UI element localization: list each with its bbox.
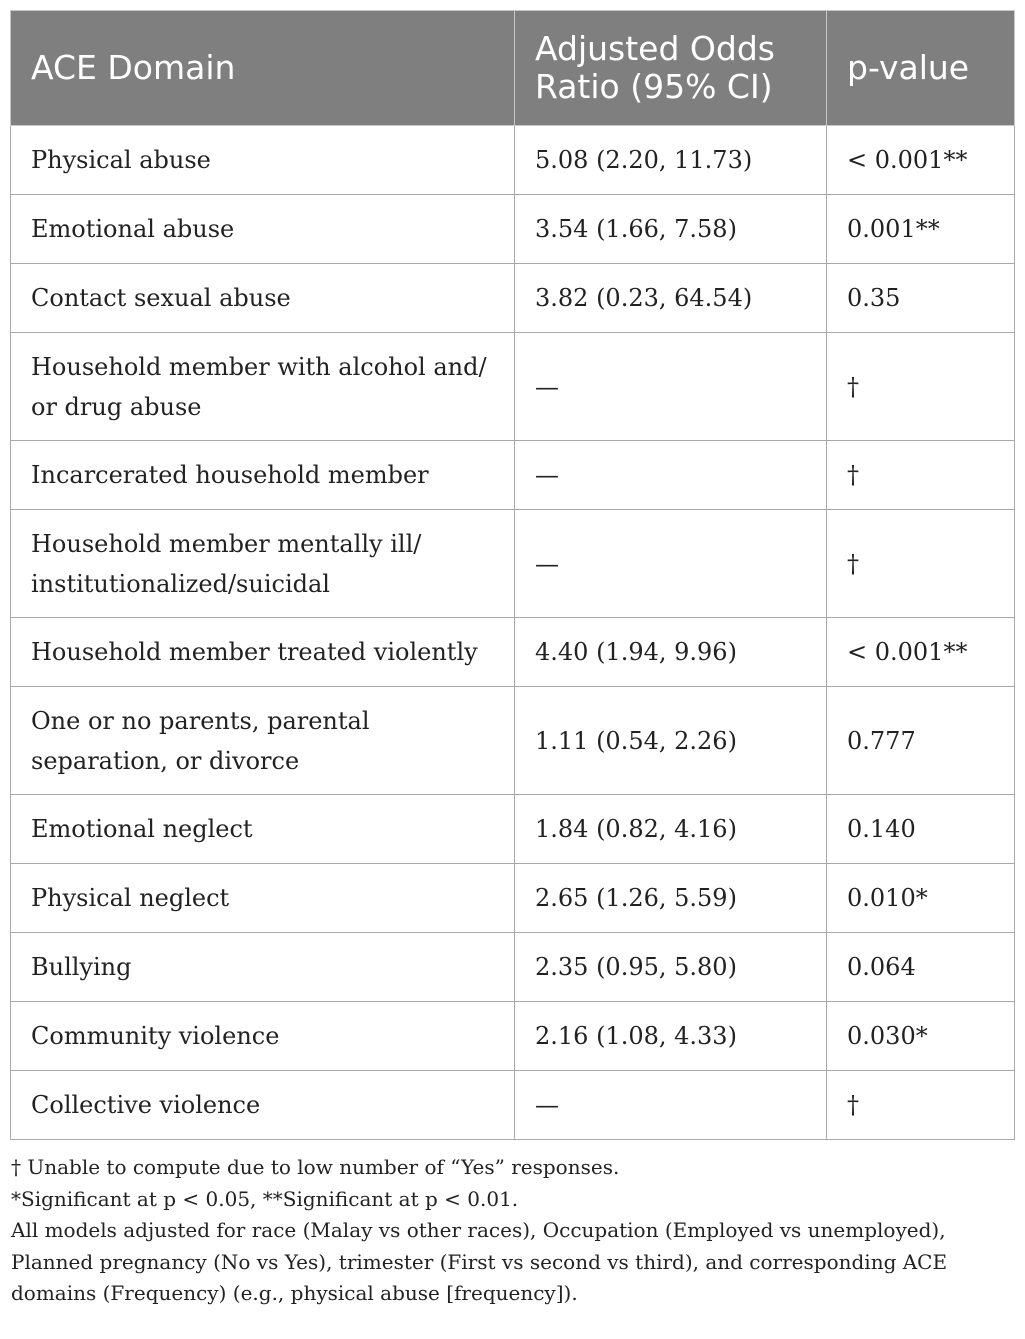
cell-p-value: < 0.001** xyxy=(827,618,1015,687)
cell-p-value: † xyxy=(827,1071,1015,1140)
table-row xyxy=(11,333,1015,441)
results-table-container xyxy=(10,10,1014,1140)
cell-p-value: 0.010* xyxy=(827,864,1015,933)
table-row xyxy=(11,933,1015,1002)
cell-odds-ratio: — xyxy=(515,510,827,618)
table-row xyxy=(11,510,1015,618)
cell-domain: Physical abuse xyxy=(11,126,515,195)
table-row xyxy=(11,1002,1015,1071)
cell-odds-ratio: 2.65 (1.26, 5.59) xyxy=(515,864,827,933)
results-table xyxy=(10,10,1015,1140)
cell-p-value: 0.140 xyxy=(827,795,1015,864)
cell-domain: Household member with alcohol and/ or drug abuse xyxy=(11,333,515,441)
cell-domain: Collective violence xyxy=(11,1071,515,1140)
header-p-value: p-value xyxy=(827,11,1015,126)
cell-p-value: † xyxy=(827,441,1015,510)
cell-odds-ratio: 4.40 (1.94, 9.96) xyxy=(515,618,827,687)
cell-odds-ratio: 1.11 (0.54, 2.26) xyxy=(515,687,827,795)
cell-p-value: 0.001** xyxy=(827,195,1015,264)
cell-odds-ratio: — xyxy=(515,441,827,510)
table-row xyxy=(11,126,1015,195)
cell-odds-ratio: 3.82 (0.23, 64.54) xyxy=(515,264,827,333)
header-ace-domain: ACE Domain xyxy=(11,11,515,126)
header-adjusted-odds-ratio: Adjusted Odds Ratio (95% CI) xyxy=(515,11,827,126)
footnote-dagger: † Unable to compute due to low number of “Yes” responses. xyxy=(11,1155,620,1179)
cell-p-value: 0.777 xyxy=(827,687,1015,795)
cell-domain: Incarcerated household member xyxy=(11,441,515,510)
footnote-significance: *Significant at p < 0.05, **Significant at p < 0.01. xyxy=(11,1186,519,1211)
cell-odds-ratio: 3.54 (1.66, 7.58) xyxy=(515,195,827,264)
table-row xyxy=(11,195,1015,264)
cell-domain: Household member treated violently xyxy=(11,618,515,687)
cell-p-value: 0.064 xyxy=(827,933,1015,1002)
table-row xyxy=(11,795,1015,864)
cell-p-value: < 0.001** xyxy=(827,126,1015,195)
cell-p-value: 0.35 xyxy=(827,264,1015,333)
cell-domain: One or no parents, parental separation, or divorce xyxy=(11,687,515,795)
cell-domain: Community violence xyxy=(11,1002,515,1071)
cell-domain: Emotional neglect xyxy=(11,795,515,864)
cell-odds-ratio: 1.84 (0.82, 4.16) xyxy=(515,795,827,864)
cell-domain: Bullying xyxy=(11,933,515,1002)
table-row xyxy=(11,441,1015,510)
cell-odds-ratio: — xyxy=(515,1071,827,1140)
table-row xyxy=(11,1071,1015,1140)
cell-odds-ratio: 5.08 (2.20, 11.73) xyxy=(515,126,827,195)
cell-odds-ratio: — xyxy=(515,333,827,441)
table-row xyxy=(11,687,1015,795)
cell-odds-ratio: 2.16 (1.08, 4.33) xyxy=(515,1002,827,1071)
table-row xyxy=(11,864,1015,933)
footnote-adjustment: All models adjusted for race (Malay vs other races), Occupation (Employed vs unemployed), Planned pregnancy (No vs Yes), trimester (First vs second vs third), and corresponding ACE domains (Frequency) (e.g., physical abuse [frequency]). xyxy=(11,1218,948,1305)
cell-domain: Contact sexual abuse xyxy=(11,264,515,333)
table-row xyxy=(11,618,1015,687)
cell-domain: Emotional abuse xyxy=(11,195,515,264)
table-row xyxy=(11,264,1015,333)
cell-p-value: 0.030* xyxy=(827,1002,1015,1071)
cell-odds-ratio: 2.35 (0.95, 5.80) xyxy=(515,933,827,1002)
cell-domain: Physical neglect xyxy=(11,864,515,933)
table-header-row xyxy=(11,11,1015,126)
cell-p-value: † xyxy=(827,333,1015,441)
cell-p-value: † xyxy=(827,510,1015,618)
cell-domain: Household member mentally ill/ institutionalized/suicidal xyxy=(11,510,515,618)
table-footnotes xyxy=(11,1152,1021,1310)
